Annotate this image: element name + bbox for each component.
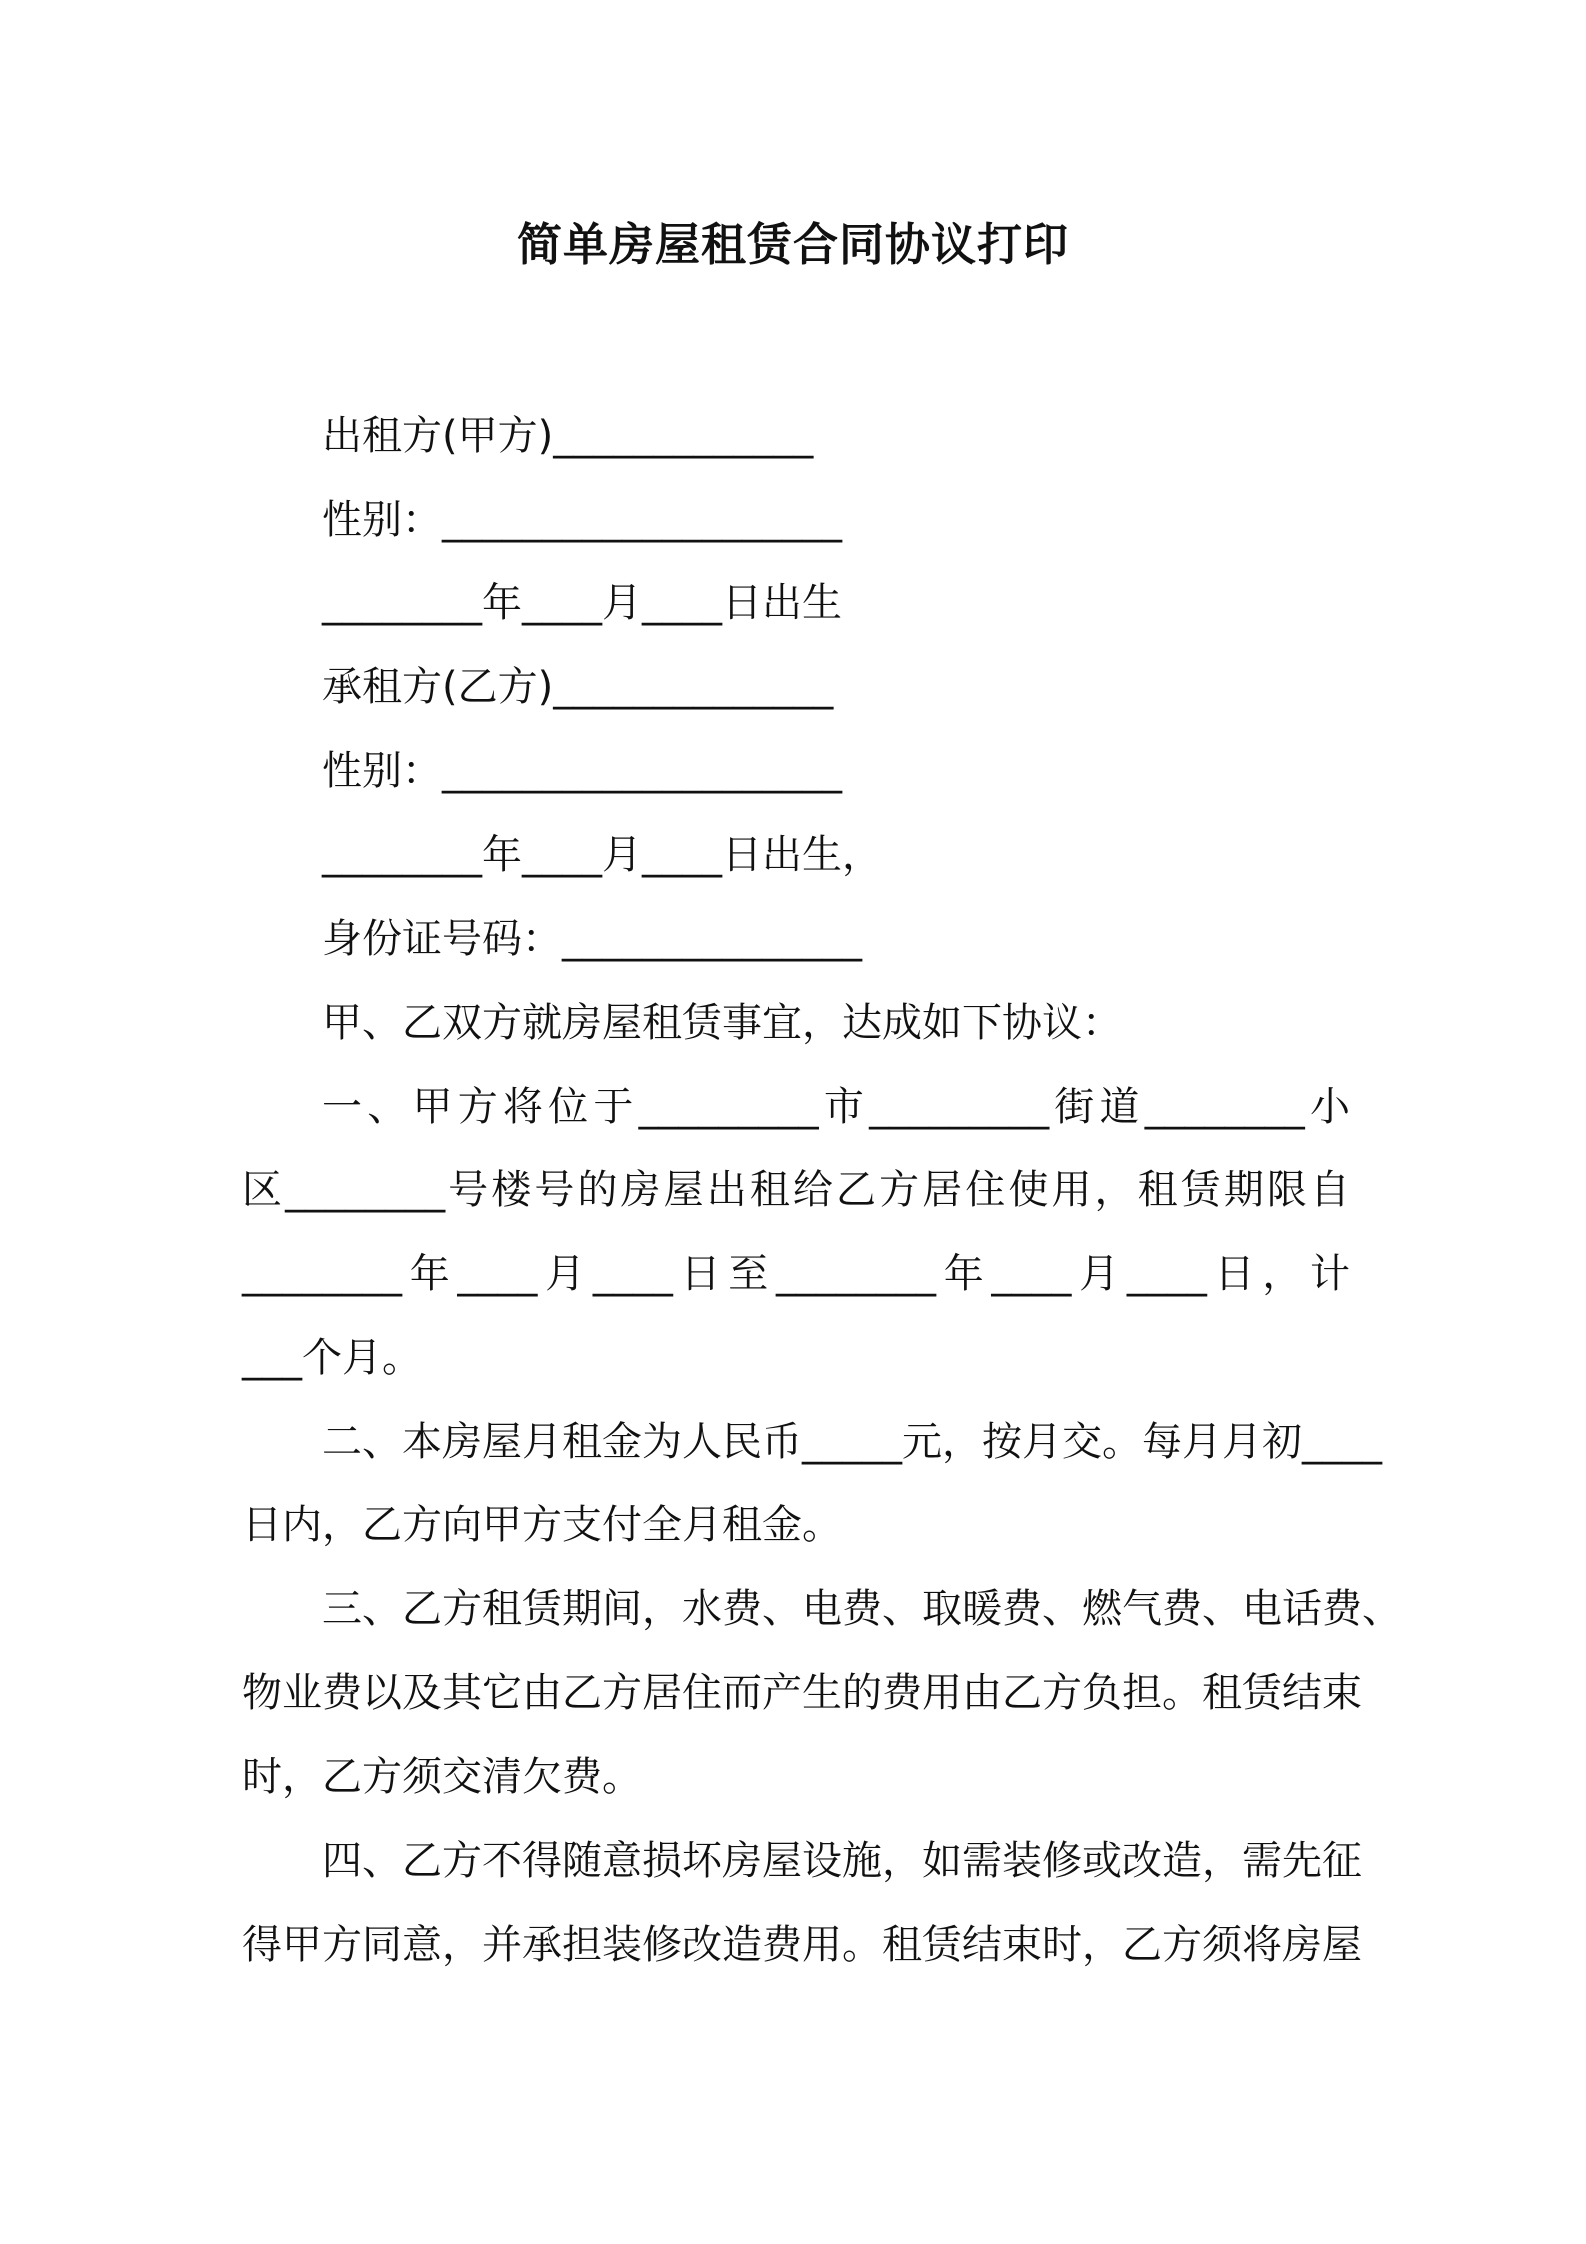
clause-3-line-3: 时，乙方须交清欠费。 (242, 1754, 642, 1800)
lessor-birth-line: ________年____月____日出生 (322, 580, 842, 626)
clause-1-line-3: ________年____月____日至________年____月____日，计 (242, 1251, 1350, 1297)
clause-2-line-2: 日内，乙方向甲方支付全月租金。 (242, 1502, 842, 1548)
id-number-line: 身份证号码：_______________ (322, 916, 862, 962)
clause-2-line-1: 二、本房屋月租金为人民币_____元，按月交。每月月初____ (322, 1419, 1382, 1465)
document-title: 简单房屋租赁合同协议打印 (516, 218, 1069, 271)
clause-1-line-2: 区________号楼号的房屋出租给乙方居住使用，租赁期限自 (242, 1167, 1350, 1213)
agreement-intro: 甲、乙双方就房屋租赁事宜，达成如下协议： (322, 1000, 1122, 1046)
clause-3-line-2: 物业费以及其它由乙方居住而产生的费用由乙方负担。租赁结束 (242, 1670, 1362, 1716)
clause-1-line-4: ___个月。 (242, 1335, 422, 1381)
lessor-line: 出租方(甲方)_____________ (322, 413, 814, 459)
clause-1-line-1: 一、甲方将位于_________市_________街道________小 (322, 1084, 1350, 1130)
lessee-line: 承租方(乙方)______________ (322, 664, 834, 710)
lessee-birth-line: ________年____月____日出生， (322, 832, 882, 878)
lessee-gender-line: 性别：____________________ (322, 748, 842, 794)
clause-3-line-1: 三、乙方租赁期间，水费、电费、取暖费、燃气费、电话费、 (322, 1586, 1402, 1632)
lessor-gender-line: 性别：____________________ (322, 497, 842, 543)
clause-4-line-1: 四、乙方不得随意损坏房屋设施，如需装修或改造，需先征 (322, 1838, 1362, 1884)
clause-4-line-2: 得甲方同意，并承担装修改造费用。租赁结束时，乙方须将房屋 (242, 1922, 1362, 1968)
